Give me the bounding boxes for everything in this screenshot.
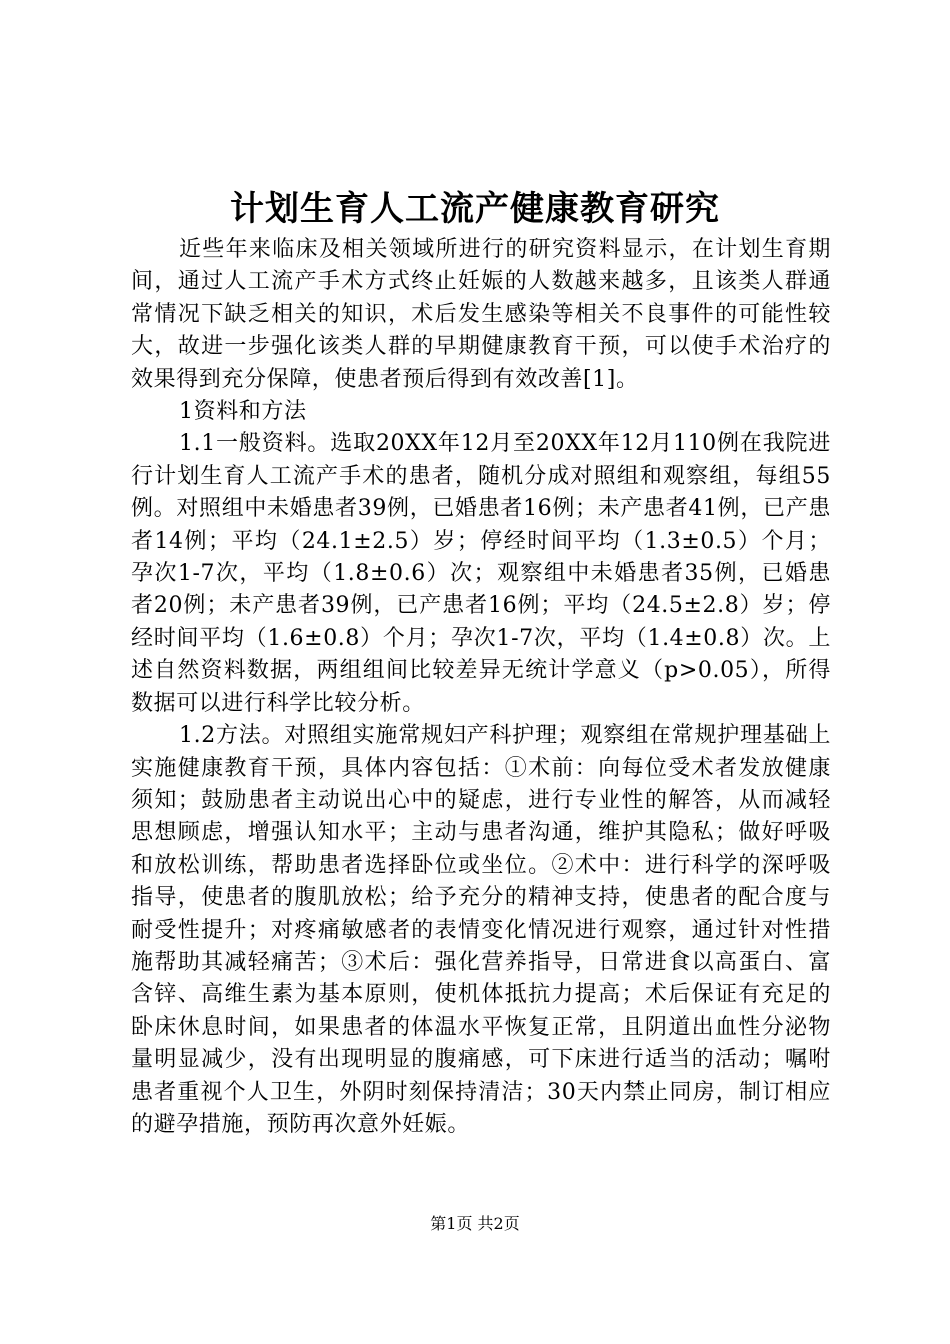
general-data-paragraph: 1.1一般资料。选取20XX年12月至20XX年12月110例在我院进行计划生育人工流产手术的患者，随机分成对照组和观察组，每组55例。对照组中未婚患者39例，已婚患者16例；未产患者41例，已产患者14例；平均（24.1±2.5）岁；停经时间平均（1.3±0.5）个月；孕次1-7次，平均（1.8±0.6）次；观察组中未婚患者35例，已婚患者20例；未产患者39例，已产患者16例；平均（24.5±2.8）岁；停经时间平均（1.6±0.8）个月；孕次1-7次，平均（1.4±0.8）次。上述自然资料数据，两组组间比较差异无统计学意义（p>0.05），所得数据可以进行科学比较分析。 (131, 431, 831, 716)
section-heading-materials-methods: 1资料和方法 (179, 399, 307, 425)
page-number-footer: 第1页 共2页 (430, 1214, 520, 1233)
methods-paragraph: 1.2方法。对照组实施常规妇产科护理；观察组在常规护理基础上实施健康教育干预，具体内容包括：①术前：向每位受术者发放健康须知；鼓励患者主动说出心中的疑虑，进行专业性的解答，从而减轻思想顾虑，增强认知水平；主动与患者沟通，维护其隐私；做好呼吸和放松训练，帮助患者选择卧位或坐位。②术中：进行科学的深呼吸指导，使患者的腹肌放松；给予充分的精神支持，使患者的配合度与耐受性提升；对疼痛敏感者的表情变化情况进行观察，通过针对性措施帮助其减轻痛苦；③术后：强化营养指导，日常进食以高蛋白、富含锌、高维生素为基本原则，使机体抵抗力提高；术后保证有充足的卧床休息时间，如果患者的体温水平恢复正常，且阴道出血性分泌物量明显减少，没有出现明显的腹痛感，可下床进行适当的活动；嘱咐患者重视个人卫生，外阴时刻保持清洁；30天内禁止同房，制订相应的避孕措施，预防再次意外妊娠。 (131, 723, 831, 1137)
document-title: 计划生育人工流产健康教育研究 (230, 189, 720, 229)
document-body (131, 234, 831, 1141)
intro-paragraph: 近些年来临床及相关领域所进行的研究资料显示，在计划生育期间，通过人工流产手术方式终止妊娠的人数越来越多，且该类人群通常情况下缺乏相关的知识，术后发生感染等相关不良事件的可能性较大，故进一步强化该类人群的早期健康教育干预，可以使手术治疗的效果得到充分保障，使患者预后得到有效改善[1]。 (131, 237, 831, 392)
